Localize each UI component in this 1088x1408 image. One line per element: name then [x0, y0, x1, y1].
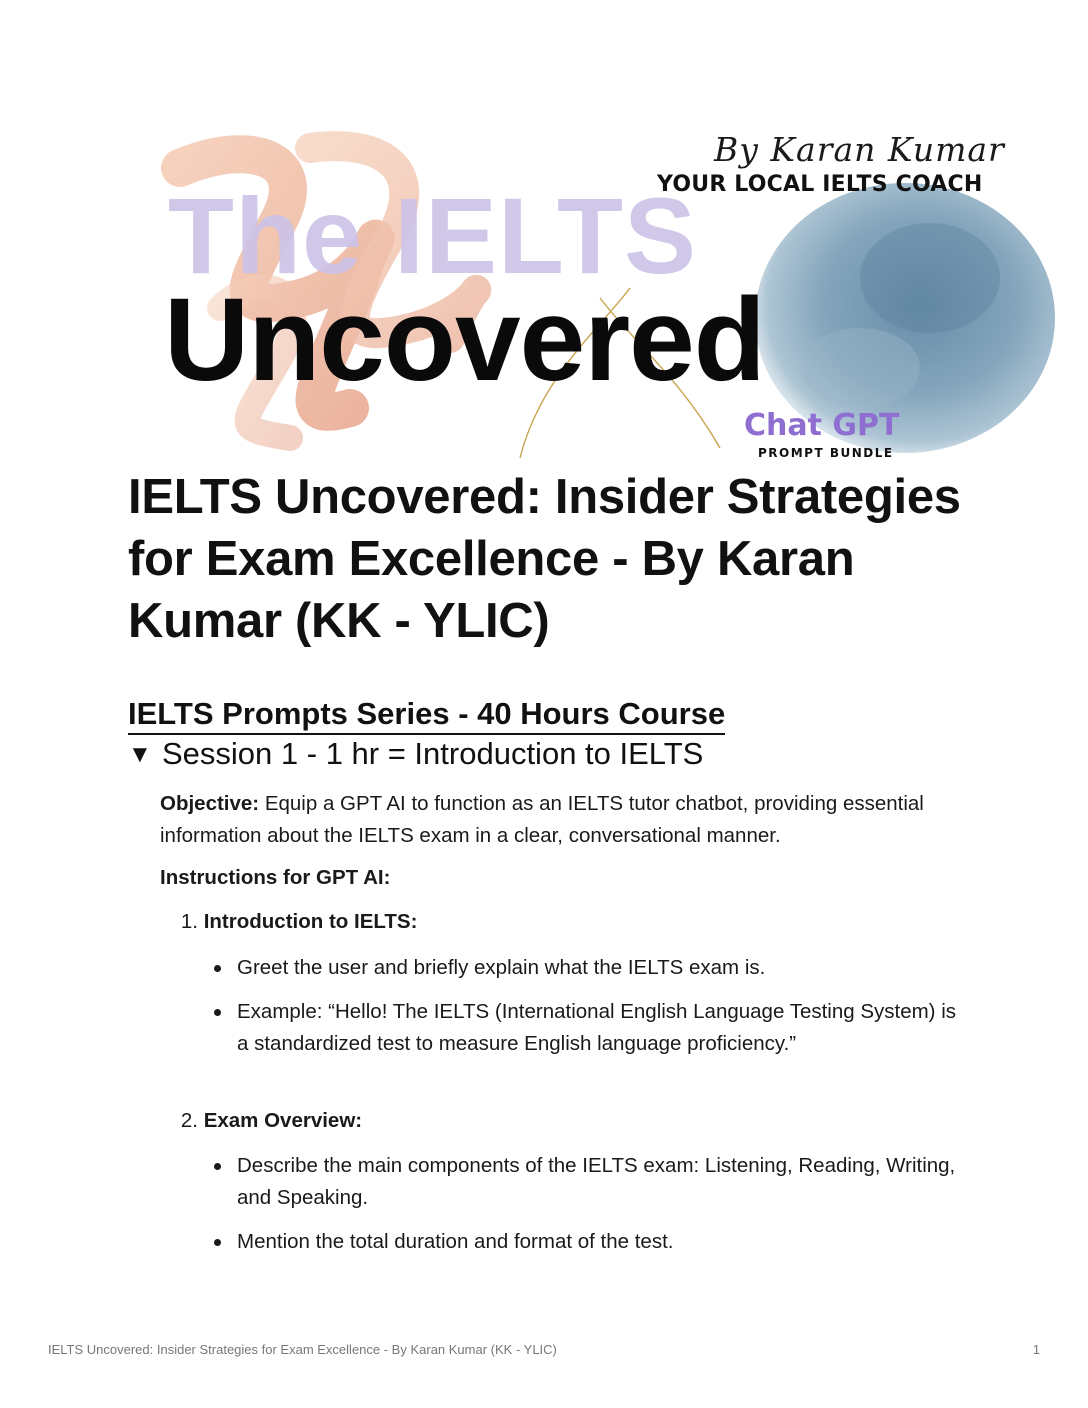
bullet-item: Mention the total duration and format of the test.	[237, 1226, 957, 1258]
step-title: Introduction to IELTS:	[203, 910, 418, 933]
objective-paragraph	[160, 788, 960, 852]
page-number: 1	[1032, 1342, 1040, 1357]
banner-title-line2: Uncovered	[164, 274, 765, 406]
triangle-down-icon[interactable]: ▼	[128, 741, 152, 768]
cover-banner	[160, 128, 1005, 460]
banner-chatgpt-label: Chat GPT	[744, 408, 900, 443]
bullet-item: Greet the user and briefly explain what the IELTS exam is.	[237, 952, 957, 984]
footer-title: IELTS Uncovered: Insider Strategies for Exam Excellence - By Karan Kumar (KK - YLIC)	[48, 1342, 557, 1357]
session-toggle[interactable]	[128, 735, 703, 774]
series-heading: IELTS Prompts Series - 40 Hours Course	[128, 696, 725, 735]
bullet-item: Example: “Hello! The IELTS (International English Language Testing System) is a standardized test to measure English language proficiency.”	[237, 996, 957, 1060]
document-title: IELTS Uncovered: Insider Strategies for Exam Excellence - By Karan Kumar (KK - YLIC)	[128, 470, 961, 648]
instructions-heading: Instructions for GPT AI:	[160, 866, 391, 889]
list-item	[160, 1105, 362, 1137]
bullet-item: Describe the main components of the IELTS exam: Listening, Reading, Writing, and Speaking.	[237, 1150, 957, 1214]
objective-text: Equip a GPT AI to function as an IELTS tutor chatbot, providing essential information about the IELTS exam in a clear, conversational manner.	[160, 792, 924, 847]
list-item	[160, 906, 417, 938]
banner-bundle-label: PROMPT BUNDLE	[758, 446, 894, 460]
banner-title-line1: The IELTS	[168, 175, 698, 296]
banner-coach-label: YOUR LOCAL IELTS COACH	[657, 172, 983, 197]
banner-signature: By Karan Kumar	[714, 130, 1005, 169]
step-number: 1.	[180, 910, 198, 933]
step-title: Exam Overview:	[203, 1109, 363, 1132]
objective-label: Objective:	[160, 792, 260, 815]
step-number: 2.	[180, 1109, 198, 1132]
session-label: Session 1 - 1 hr = Introduction to IELTS	[162, 736, 704, 771]
